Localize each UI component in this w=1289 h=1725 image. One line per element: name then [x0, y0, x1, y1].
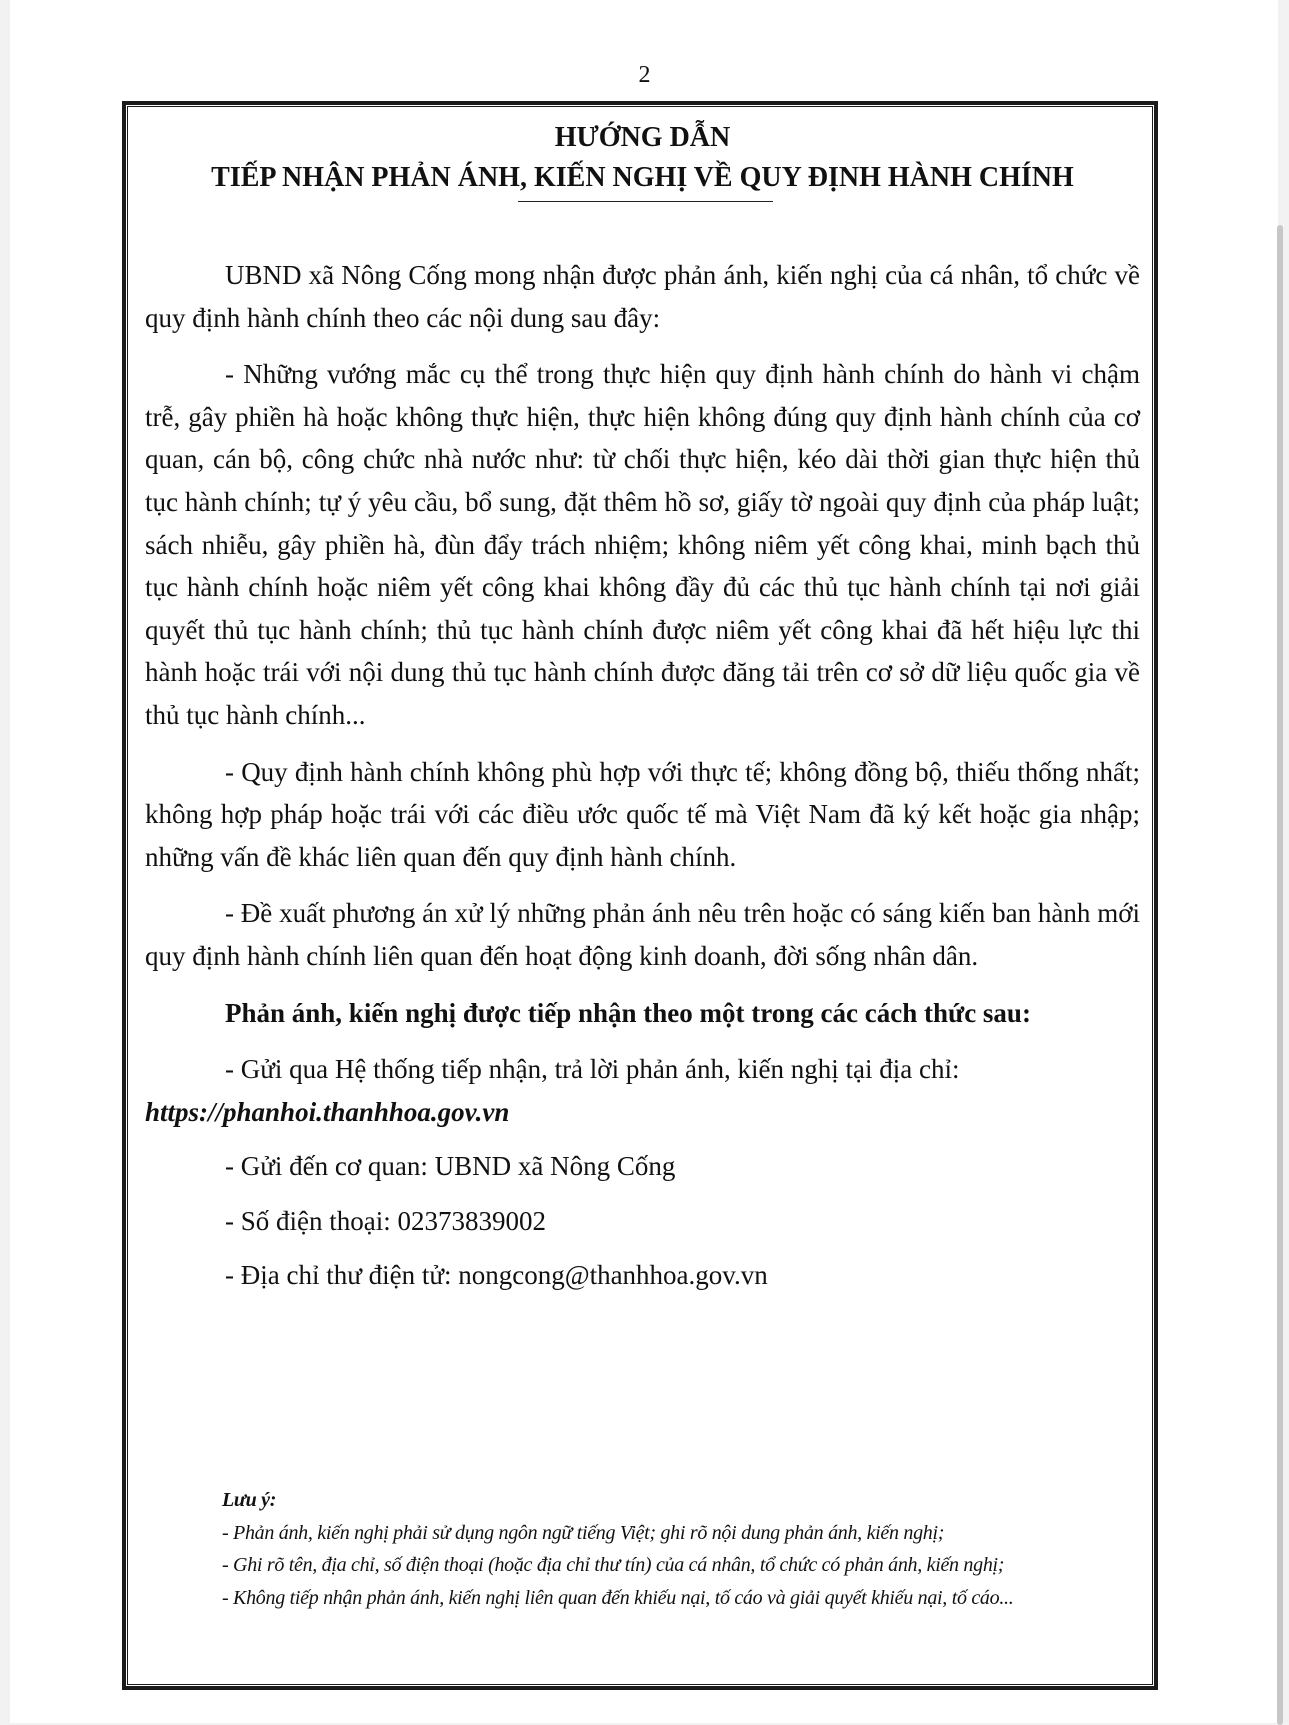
note-line: - Không tiếp nhận phản ánh, kiến nghị liên quan đến khiếu nại, tố cáo và giải quyết khiếu nại, tố cáo...	[222, 1586, 1014, 1609]
feedback-url-link[interactable]: https://phanhoi.thanhhoa.gov.vn	[145, 1096, 510, 1127]
note-line: - Phản ánh, kiến nghị phải sử dụng ngôn ngữ tiếng Việt; ghi rõ nội dung phản ánh, kiến nghị;	[222, 1521, 945, 1544]
content-item-3: - Đề xuất phương án xử lý những phản ánh nêu trên hoặc có sáng kiến ban hành mới quy định hành chính liên quan đến hoạt động kinh doanh, đời sống nhân dân.	[145, 898, 1140, 971]
method-online-system: - Gửi qua Hệ thống tiếp nhận, trả lời phản ánh, kiến nghị tại địa chỉ:	[225, 1054, 960, 1085]
document-subtitle: TIẾP NHẬN PHẢN ÁNH, KIẾN NGHỊ VỀ QUY ĐỊNH HÀNH CHÍNH	[211, 162, 1074, 193]
note-section	[222, 1484, 1122, 1614]
method-email: - Địa chỉ thư điện tử: nongcong@thanhhoa.gov.vn	[225, 1260, 768, 1291]
document-title: HƯỚNG DẪN	[554, 122, 731, 153]
intro-paragraph: UBND xã Nông Cống mong nhận được phản ánh, kiến nghị của cá nhân, tổ chức về quy định hành chính theo các nội dung sau đây:	[145, 260, 1140, 333]
note-line: - Ghi rõ tên, địa chỉ, số điện thoại (hoặc địa chỉ thư tín) của cá nhân, tổ chức có phản ánh, kiến nghị;	[222, 1554, 1005, 1576]
methods-heading: Phản ánh, kiến nghị được tiếp nhận theo một trong các cách thức sau:	[225, 997, 1031, 1028]
note-title: Lưu ý:	[222, 1489, 277, 1511]
method-phone: - Số điện thoại: 02373839002	[225, 1205, 546, 1236]
content-item-2: - Quy định hành chính không phù hợp với thực tế; không đồng bộ, thiếu thống nhất; không hợp pháp hoặc trái với các điều ước quốc tế mà Việt Nam đã ký kết hoặc gia nhập; những vấn đề khác liên quan đến quy định hành chính.	[145, 756, 1140, 872]
method-agency: - Gửi đến cơ quan: UBND xã Nông Cống	[225, 1151, 676, 1182]
title-underline	[518, 201, 773, 202]
document-content	[145, 118, 1140, 1297]
page-number: 2	[638, 62, 651, 88]
content-item-1: - Những vướng mắc cụ thể trong thực hiện quy định hành chính do hành vi chậm trễ, gây phiền hà hoặc không thực hiện, thực hiện không đúng quy định hành chính của cơ quan, cán bộ, công chức nhà nước như: từ chối thực hiện, kéo dài thời gian thực hiện thủ tục hành chính; tự ý yêu cầu, bổ sung, đặt thêm hồ sơ, giấy tờ ngoài quy định của pháp luật; sách nhiễu, gây phiền hà, đùn đẩy trách nhiệm; không niêm yết công khai, minh bạch thủ tục hành chính hoặc niêm yết công khai không đầy đủ các thủ tục hành chính tại nơi giải quyết thủ tục hành chính; thủ tục hành chính được niêm yết công khai đã hết hiệu lực thi hành hoặc trái với nội dung thủ tục hành chính được đăng tải trên cơ sở dữ liệu quốc gia về thủ tục hành chính...	[145, 359, 1140, 730]
scrollbar[interactable]	[1277, 225, 1283, 1725]
